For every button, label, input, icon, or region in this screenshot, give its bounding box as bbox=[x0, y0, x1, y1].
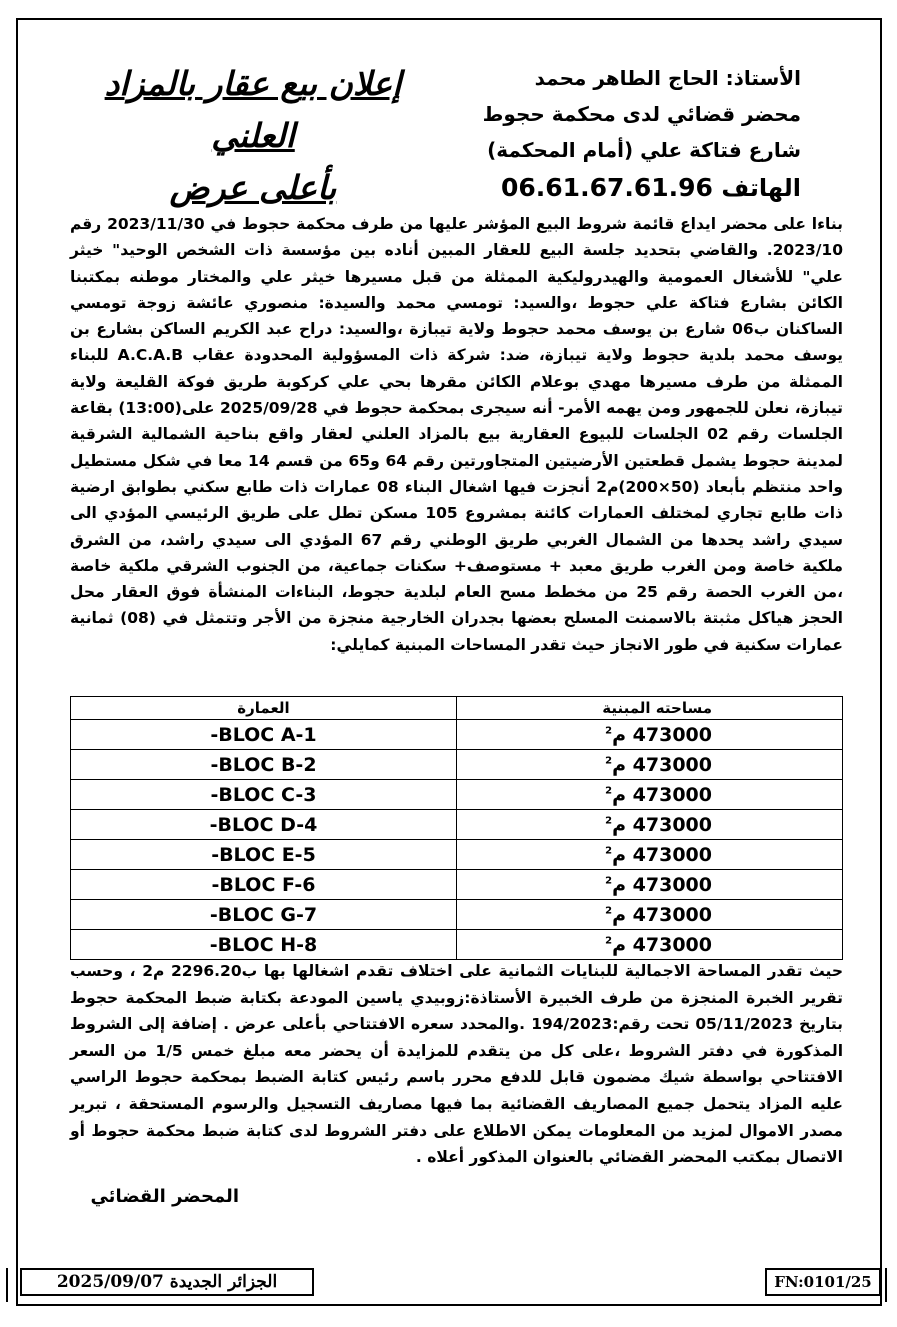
area-value: 473000 bbox=[632, 723, 712, 746]
built-area-cell bbox=[457, 840, 843, 870]
area-value: 473000 bbox=[632, 933, 712, 956]
header-built-area: مساحته المبنية bbox=[457, 697, 843, 720]
area-value: 473000 bbox=[632, 873, 712, 896]
area-value: 473000 bbox=[632, 813, 712, 836]
area-value: 473000 bbox=[632, 903, 712, 926]
area-unit-superscript: 2 bbox=[605, 755, 613, 767]
table-row bbox=[71, 810, 843, 840]
table-header-row bbox=[71, 697, 843, 720]
notice-conditions-paragraph: حيث تقدر المساحة الاجمالية للبنايات الثمانية على اختلاف تقدم اشغالها بها ب2296.20 م2 ، وحسب تقرير الخبرة المنجزة من طرف الخبيرة الأستاذة:زوبيدي ياسين المودعة بكتابة ضبط المحكمة حجوط بتاريخ 05/11/2023 تحت رقم:194/2023 .والمحدد سعره الافتتاحي بأعلى عرض . إضافة إلى الشروط المذكورة في دفتر الشروط ،على كل من يتقدم للمزايدة أن يحضر معه مبلغ خمس 1/5 من السعر الافتتاحي بواسطة شيك مضمون قابل للدفع محرر باسم رئيس كتابة الضبط بمحكمة حجوط الراسي عليه المزاد يتحمل جميع المصاريف القضائية بما فيها مصاريف التسجيل والرسوم المستحقة ، تبرير مصدر الاموال لمزيد من المعلومات يمكن الاطلاع على دفتر الشروط لدى كتابة ضبط محكمة حجوط أو الاتصال بمكتب المحضر القضائي بالعنوان المذكور أعلاه . bbox=[70, 962, 844, 1167]
area-unit-superscript: 2 bbox=[605, 905, 613, 917]
building-cell: BLOC C-3- bbox=[71, 780, 457, 810]
building-cell: BLOC A-1- bbox=[71, 720, 457, 750]
area-value: 473000 bbox=[632, 783, 712, 806]
area-unit: م bbox=[612, 843, 627, 866]
phone-label: الهاتف bbox=[721, 174, 801, 202]
area-unit: م bbox=[612, 873, 627, 896]
area-unit: م bbox=[612, 903, 627, 926]
headline-line-1: إعلان بيع عقار بالمزاد العلني bbox=[104, 64, 402, 155]
table-row bbox=[71, 900, 843, 930]
built-area-cell bbox=[457, 780, 843, 810]
building-cell: BLOC D-4- bbox=[71, 810, 457, 840]
area-unit-superscript: 2 bbox=[605, 815, 613, 827]
area-unit-superscript: 2 bbox=[605, 725, 613, 737]
area-unit: م bbox=[612, 753, 627, 776]
notice-headline bbox=[68, 58, 438, 214]
bailiff-phone-line bbox=[461, 170, 801, 206]
footer-left-rule bbox=[6, 1268, 8, 1302]
area-unit-superscript: 2 bbox=[605, 875, 613, 887]
built-area-cell bbox=[457, 810, 843, 840]
table-row bbox=[71, 840, 843, 870]
area-unit-superscript: 2 bbox=[605, 935, 613, 947]
bailiff-role: محضر قضائي لدى محكمة حجوط bbox=[482, 102, 801, 126]
built-area-cell bbox=[457, 720, 843, 750]
table-row bbox=[71, 930, 843, 960]
notice-body-paragraph: بناءا على محضر ايداع قائمة شروط البيع المؤشر عليها من طرف محكمة حجوط في 2023/11/30 رقم 2023/10. والقاضي بتحديد جلسة البيع للعقار المبين أناده بين مؤسسة ذات الشخص الوحيد" خيثر علي" للأشغال العمومية والهيدروليكية الممثلة من قبل مسيرها خيثر علي والمختار موطنه بمكتبنا الكائن بشارع فتاكة علي حجوط ،والسيد: تومسي محمد والسيدة: منصوري عائشة زوجة تومسي الساكنان ب06 شارع بن يوسف محمد حجوط ولاية تيبازة ،والسيد: دراح عبد الكريم الساكن بشارع بن يوسف محمد بلدية حجوط ولاية تيبازة، ضد: شركة ذات المسؤولية المحدودة عقاب A.C.A.B للبناء الممثلة من طرف مسيرها مهدي بوعلام الكائن مقرها بحي علي كركوبة طريق فوكة القليعة ولاية تيبازة، نعلن للجمهور ومن يهمه الأمر- أنه سيجرى بمحكمة حجوط في 2025/09/28 على(13:00) بقاعة الجلسات رقم 02 الجلسات للبيوع العقارية بيع بالمزاد العلني لعقار واقع بناحية الشمالية الشرقية لمدينة حجوط يشمل قطعتين الأرضيتين المتجاورتين رقم 64 و65 من قسم 14 معا في شكل مستطيل واحد منتظم بأبعاد (50×200)م2 أنجزت فيها اشغال البناء 08 عمارات ذات طابع سكني بطوابق ارضية ذات طابع تجاري لمختلف العمارات كائنة بمشروع 105 مسكن تطل على طريق الرئيسي المؤدي الى سيدي راشد يحدها من الشمال الغربي طريق الوطني رقم 67 المؤدي الى سيدي راشد، من الشرق ملكية خاصة ومن الغرب طريق معبد + مستوصف+ سكنات جماعية، من الجنوب الشرقي ملكية خاصة ،من الغرب الحصة رقم 25 من مخطط مسح العام لبلدية حجوط، البناءات المنشأة فوق العقار محل الحجز هياكل مثبتة بالاسمنت المسلح بعضها بجدران الخارجية منجزة من الأجر وتتمثل في (08) ثمانية عمارات سكنية في طور الانجاز حيث تقدر المساحات المبنية كمايلي: bbox=[70, 215, 844, 654]
table-row bbox=[71, 750, 843, 780]
area-unit: م bbox=[612, 783, 627, 806]
building-cell: BLOC G-7- bbox=[71, 900, 457, 930]
bailiff-name: الأستاذ: الحاج الطاهر محمد bbox=[534, 66, 801, 90]
area-unit: م bbox=[612, 723, 627, 746]
building-cell: BLOC H-8- bbox=[71, 930, 457, 960]
signature: المحضر القضائي bbox=[90, 1186, 239, 1207]
footer-right-rule bbox=[885, 1268, 887, 1302]
area-unit-superscript: 2 bbox=[605, 845, 613, 857]
built-area-cell bbox=[457, 750, 843, 780]
table-body bbox=[71, 720, 843, 960]
table-row bbox=[71, 780, 843, 810]
table-row bbox=[71, 720, 843, 750]
area-unit: م bbox=[612, 933, 627, 956]
area-unit: م bbox=[612, 813, 627, 836]
building-cell: BLOC B-2- bbox=[71, 750, 457, 780]
built-area-table bbox=[70, 696, 843, 960]
bailiff-address: شارع فتاكة علي (أمام المحكمة) bbox=[487, 138, 801, 162]
building-cell: BLOC E-5- bbox=[71, 840, 457, 870]
newspaper-footer: الجزائر الجديدة 2025/09/07 bbox=[20, 1268, 314, 1296]
bailiff-info bbox=[461, 60, 801, 206]
area-value: 473000 bbox=[632, 843, 712, 866]
built-area-cell bbox=[457, 900, 843, 930]
area-unit-superscript: 2 bbox=[605, 785, 613, 797]
headline-line-2: بأعلى عرض bbox=[169, 168, 337, 207]
header-building: العمارة bbox=[71, 697, 457, 720]
area-value: 473000 bbox=[632, 753, 712, 776]
phone-number: 06.61.67.61.96 bbox=[501, 173, 713, 202]
building-cell: BLOC F-6- bbox=[71, 870, 457, 900]
table-row bbox=[71, 870, 843, 900]
notice-code-footer: FN:0101/25 bbox=[765, 1268, 881, 1296]
built-area-cell bbox=[457, 930, 843, 960]
built-area-cell bbox=[457, 870, 843, 900]
